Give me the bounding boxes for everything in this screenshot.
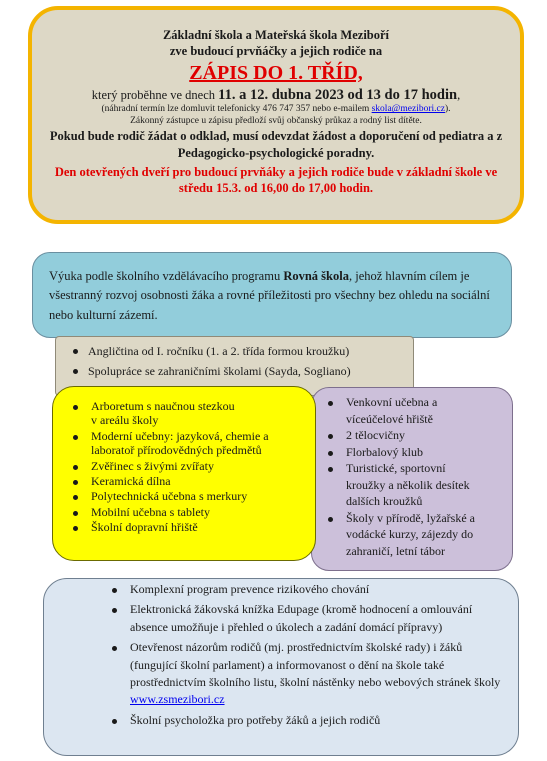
language-list bbox=[68, 341, 405, 382]
bullet-icon bbox=[112, 588, 117, 593]
program-name: Rovná škola bbox=[283, 269, 349, 283]
invite-line: zve budoucí prvňáčky a jejich rodiče na bbox=[169, 43, 383, 58]
services-box bbox=[43, 578, 519, 756]
bullet-icon bbox=[112, 646, 117, 651]
list-item: Moderní učebny: jazyková, chemie a laboratoř přírodovědných předmětů bbox=[71, 429, 305, 458]
deferral-note: Pokud bude rodič žádat o odklad, musí odevzdat žádost a doporučení od pediatra a z Pedagogicko-psychologické poradny. bbox=[49, 129, 503, 160]
school-name: Základní škola a Mateřská škola Meziboří bbox=[162, 28, 390, 42]
list-item: Venkovní učebna a víceúčelové hřiště bbox=[320, 394, 506, 427]
activities-box bbox=[311, 387, 513, 571]
list-item: Školy v přírodě, lyžařské a vodácké kurzy, zájezdy do zahraničí, letní tábor bbox=[320, 510, 506, 560]
alt-term-note bbox=[46, 104, 506, 116]
list-item: Angličtina od I. ročníku (1. a 2. třída formou kroužku) bbox=[68, 341, 405, 361]
school-website-link[interactable]: www.zsmezibori.cz bbox=[130, 692, 225, 707]
bullet-icon bbox=[73, 511, 78, 516]
bullet-icon bbox=[73, 435, 78, 440]
intro-text-before: Výuka podle školního vzdělávacího programu bbox=[49, 269, 284, 283]
enrollment-title: ZÁPIS DO 1. TŘÍD, bbox=[189, 62, 363, 85]
list-item: Spolupráce se zahraničními školami (Sayda, Sogliano) bbox=[68, 361, 405, 381]
date-suffix: , bbox=[457, 88, 461, 103]
bullet-icon bbox=[328, 517, 333, 522]
bullet-icon bbox=[73, 369, 78, 374]
program-intro-box bbox=[32, 252, 512, 338]
id-note: Zákonný zástupce u zápisu předloží svůj občanský průkaz a rodný list dítěte. bbox=[130, 116, 422, 127]
bullet-icon bbox=[328, 451, 333, 456]
facilities-list bbox=[71, 399, 305, 535]
list-item: Florbalový klub bbox=[320, 444, 506, 461]
bullet-icon bbox=[73, 405, 78, 410]
list-item: Keramická dílna bbox=[71, 474, 305, 488]
bullet-icon bbox=[73, 526, 78, 531]
bullet-icon bbox=[73, 349, 78, 354]
bullet-icon bbox=[328, 434, 333, 439]
bullet-icon bbox=[73, 465, 78, 470]
list-item: Turistické, sportovní kroužky a několik desítek dalších kroužků bbox=[320, 460, 506, 510]
activities-list bbox=[320, 394, 506, 559]
facilities-box bbox=[52, 386, 316, 561]
bullet-icon bbox=[73, 495, 78, 500]
email-link[interactable]: skola@mezibori.cz bbox=[371, 104, 445, 115]
list-item: Zvěřinec s živými zvířaty bbox=[71, 459, 305, 473]
list-item: Arboretum s naučnou stezkou v areálu školy bbox=[71, 399, 305, 428]
date-line bbox=[46, 86, 506, 104]
list-item: Polytechnická učebna s merkury bbox=[71, 489, 305, 503]
bullet-icon bbox=[112, 608, 117, 613]
date-prefix: který proběhne ve dnech bbox=[91, 88, 219, 103]
bullet-icon bbox=[328, 467, 333, 472]
list-item: Školní dopravní hřiště bbox=[71, 520, 305, 534]
list-item: Komplexní program prevence rizikového chování bbox=[108, 581, 508, 598]
list-item: Elektronická žákovská knížka Edupage (kromě hodnocení a omlouvání absence umožňuje i přehled o úkolech a zadání domácí přípravy) bbox=[108, 601, 508, 636]
open-day-note: Den otevřených dveří pro budoucí prvňáky a jejich rodiče bude v základní škole ve středu 15.3. od 16,00 do 17,00 hodin. bbox=[54, 164, 498, 196]
announcement-box bbox=[28, 6, 524, 224]
alt-term-suffix: ). bbox=[444, 104, 451, 115]
list-item: Mobilní učebna s tablety bbox=[71, 505, 305, 519]
list-item: Otevřenost názorům rodičů (mj. prostřednictvím školské rady) i žáků (fungující školní parlament) a informovanost o dění na škole také prostřednictvím školního listu, školní nástěnky nebo webových stránek školy www.zsmezibori.cz bbox=[108, 639, 508, 709]
date-bold: 11. a 12. dubna 2023 od 13 do 17 hodin bbox=[218, 87, 458, 104]
bullet-icon bbox=[112, 719, 117, 724]
list-item: Školní psycholožka pro potřeby žáků a jejich rodičů bbox=[108, 712, 508, 729]
intro-text-after: , jehož hlavním cílem je všestranný rozvoj osobnosti žáka a rovné příležitosti pro všechny bez ohledu na sociální nebo kulturní zázemí. bbox=[49, 269, 490, 322]
services-list bbox=[108, 581, 508, 729]
list-item: 2 tělocvičny bbox=[320, 427, 506, 444]
alt-term-prefix: (náhradní termín lze domluvit telefonicky 476 747 357 nebo e-mailem bbox=[101, 104, 372, 115]
bullet-icon bbox=[328, 401, 333, 406]
bullet-icon bbox=[73, 480, 78, 485]
